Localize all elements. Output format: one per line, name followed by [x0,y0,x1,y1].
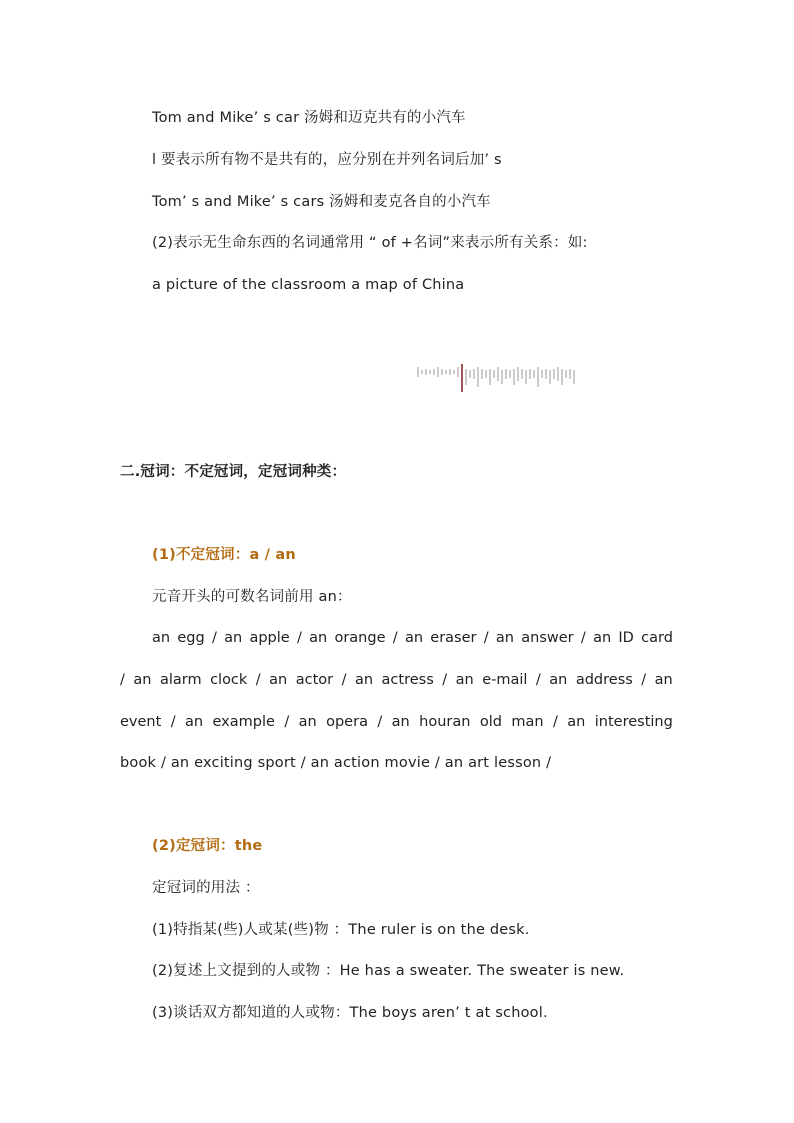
example-word: / [120,672,125,688]
example-word: / [211,630,217,646]
example-word: / [535,672,541,688]
example-word: ID [618,630,634,646]
example-word: eraser [430,630,477,646]
example-word: an [133,672,152,688]
example-word: an [298,714,317,730]
example-word: answer [521,630,574,646]
example-word: / [284,714,290,730]
example-word: an [185,714,204,730]
example-word: man [511,714,544,730]
example-word: event [120,714,162,730]
example-line-4: book / an exciting sport / an action movie / an art lesson / [120,755,552,771]
example-word: old [479,714,502,730]
example-word: / [641,672,647,688]
example-word: an [654,672,673,688]
section-heading: 二.冠词：不定冠词，定冠词种类： [120,464,347,480]
example-word: actress [381,672,434,688]
example-word: clock [210,672,248,688]
example-word: / [341,672,347,688]
example-word: / [483,630,489,646]
example-word: an [152,630,171,646]
example-word: / [442,672,448,688]
example-word: an [495,630,514,646]
example-word: / [392,630,398,646]
example-word: an [593,630,612,646]
example-word: an [224,630,243,646]
example-word: / [296,630,302,646]
example-line-3 [120,712,673,732]
indefinite-article-rule: 元音开头的可数名词前用 an： [152,589,352,605]
example-word: / [377,714,383,730]
example-word: apple [249,630,290,646]
usage-item-1: (1)特指某(些)人或某(些)物 ：The ruler is on the desk. [152,922,530,938]
definite-article-title: (2)定冠词：the [152,838,263,854]
example-word: an [549,672,568,688]
example-word: example [212,714,275,730]
possessive-line-5: a picture of the classroom a map of China [152,277,465,293]
possessive-line-2: l 要表示所有物不是共有的，应分别在并列名词后加’ s [152,152,502,168]
example-word: houran [419,714,471,730]
possessive-line-1: Tom and Mike’ s car 汤姆和迈克共有的小汽车 [152,110,466,126]
example-word: egg [177,630,205,646]
usage-item-3: (3)谈话双方都知道的人或物：The boys aren’ t at school. [152,1005,548,1021]
usage-item-2: (2)复述上文提到的人或物 ：He has a sweater. The sweater is new. [152,963,625,979]
example-word: an [567,714,586,730]
example-word: an [391,714,410,730]
example-word: an [269,672,288,688]
example-word: / [580,630,586,646]
definite-article-usage: 定冠词的用法 ： [152,880,260,896]
example-word: an [354,672,374,688]
example-word: an [455,672,474,688]
example-word: orange [334,630,386,646]
example-word: e-mail [482,672,528,688]
example-word: / [552,714,558,730]
example-word: / [170,714,176,730]
example-word: interesting [594,714,673,730]
indefinite-article-title: (1)不定冠词：a / an [152,547,296,563]
example-line-2 [120,670,673,690]
example-word: alarm [159,672,202,688]
example-word: / [255,672,261,688]
example-line-1 [152,628,673,648]
example-word: card [641,630,673,646]
example-word: an [309,630,328,646]
example-word: opera [326,714,368,730]
example-word: address [575,672,633,688]
example-word: an [404,630,424,646]
example-word: actor [295,672,334,688]
possessive-line-4: (2)表示无生命东西的名词通常用 “ of +名词”来表示所有关系：如: [152,235,588,251]
decorative-divider [362,360,638,394]
possessive-line-3: Tom’ s and Mike’ s cars 汤姆和麦克各自的小汽车 [152,194,491,210]
